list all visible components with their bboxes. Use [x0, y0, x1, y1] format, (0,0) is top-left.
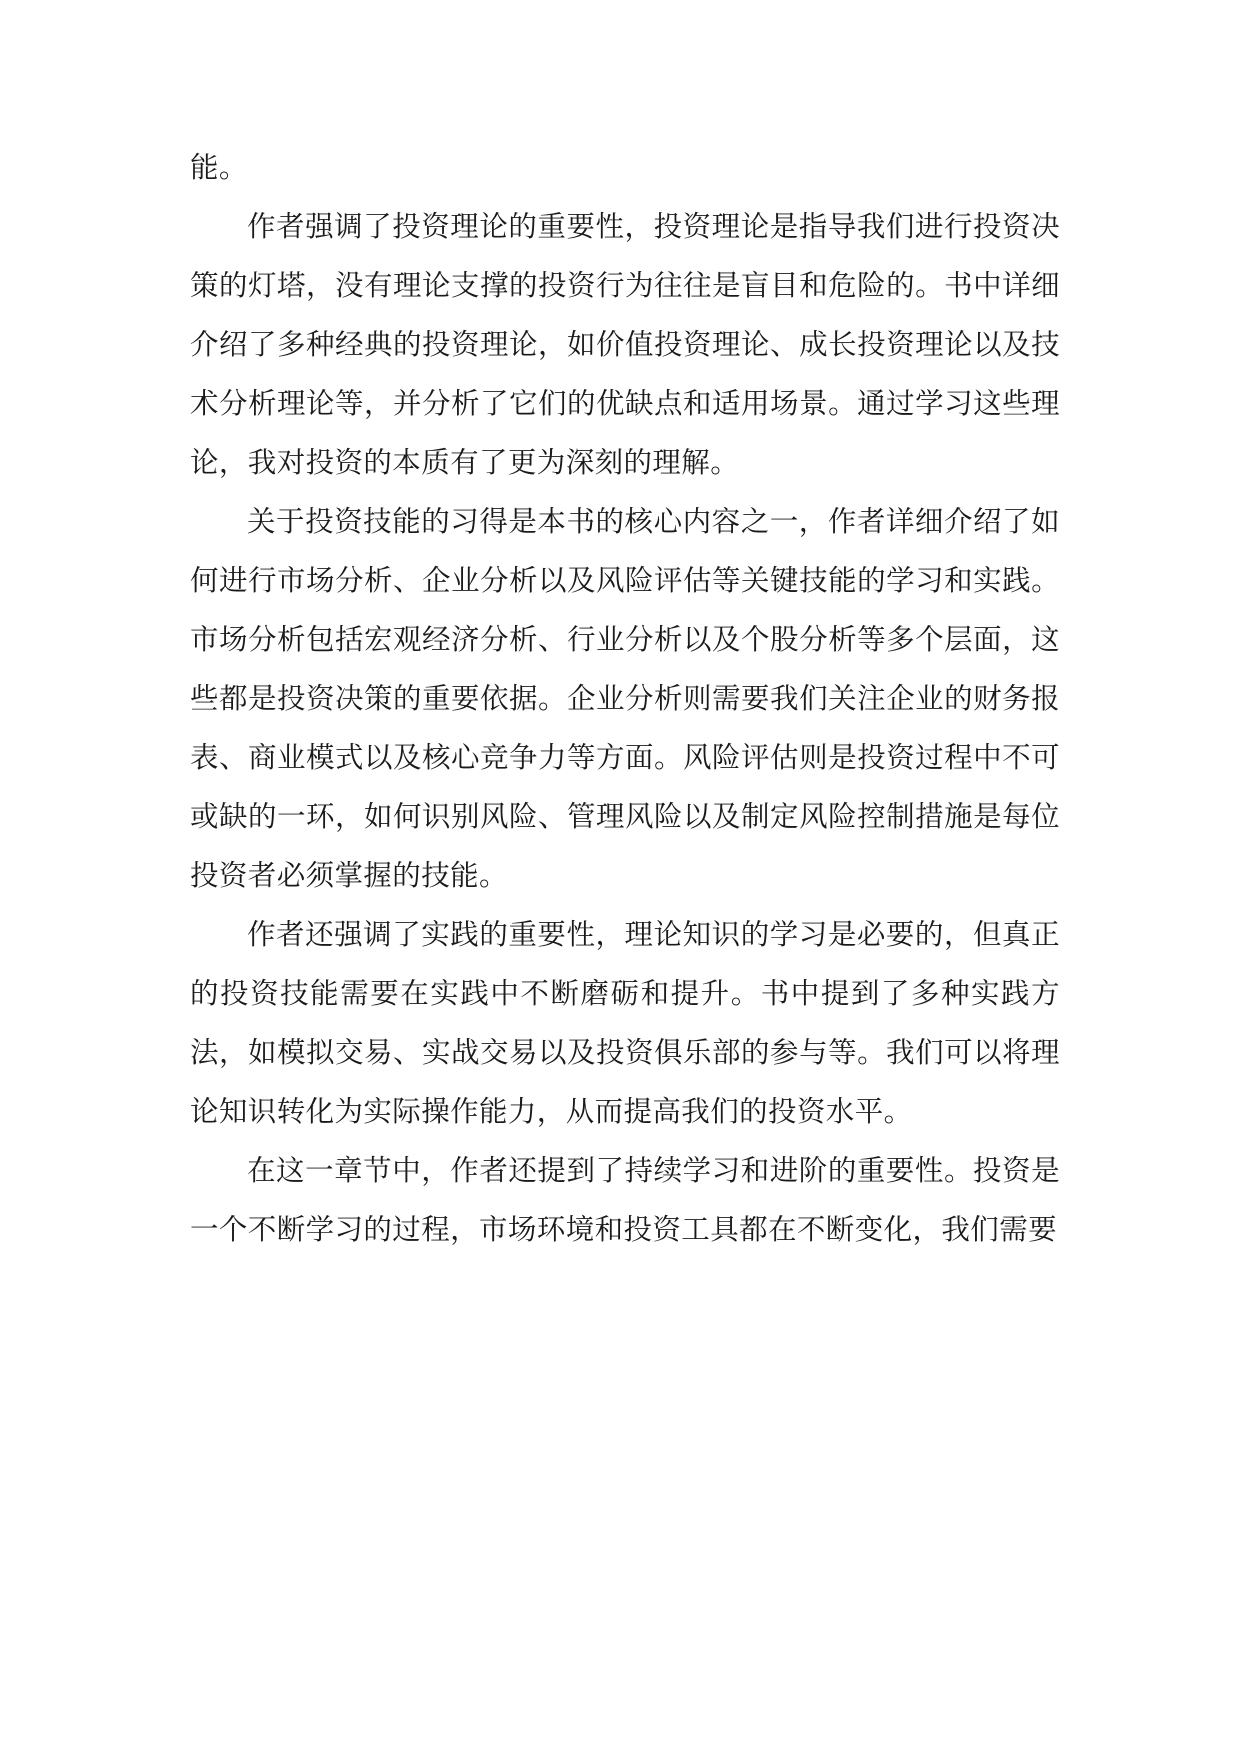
- paragraph-investment-skills: 关于投资技能的习得是本书的核心内容之一，作者详细介绍了如何进行市场分析、企业分析以及风险评估等关键技能的学习和实践。市场分析包括宏观经济分析、行业分析以及个股分析等多个层面，这些都是投资决策的重要依据。企业分析则需要我们关注企业的财务报表、商业模式以及核心竞争力等方面。风险评估则是投资过程中不可或缺的一环，如何识别风险、管理风险以及制定风险控制措施是每位投资者必须掌握的技能。: [190, 505, 1060, 892]
- paragraph-continuous-learning: 在这一章节中，作者还提到了持续学习和进阶的重要性。投资是一个不断学习的过程，市场环境和投资工具都在不断变化，我们需要: [190, 1154, 1060, 1246]
- paragraph-continuation: 能。: [190, 151, 248, 184]
- paragraph-investment-theory: 作者强调了投资理论的重要性，投资理论是指导我们进行投资决策的灯塔，没有理论支撑的投资行为往往是盲目和危险的。书中详细介绍了多种经典的投资理论，如价值投资理论、成长投资理论以及技术分析理论等，并分析了它们的优缺点和适用场景。通过学习这些理论，我对投资的本质有了更为深刻的理解。: [190, 210, 1060, 479]
- paragraph-practice: 作者还强调了实践的重要性，理论知识的学习是必要的，但真正的投资技能需要在实践中不断磨砺和提升。书中提到了多种实践方法，如模拟交易、实战交易以及投资俱乐部的参与等。我们可以将理论知识转化为实际操作能力，从而提高我们的投资水平。: [190, 918, 1060, 1128]
- body-text: [190, 138, 1060, 1259]
